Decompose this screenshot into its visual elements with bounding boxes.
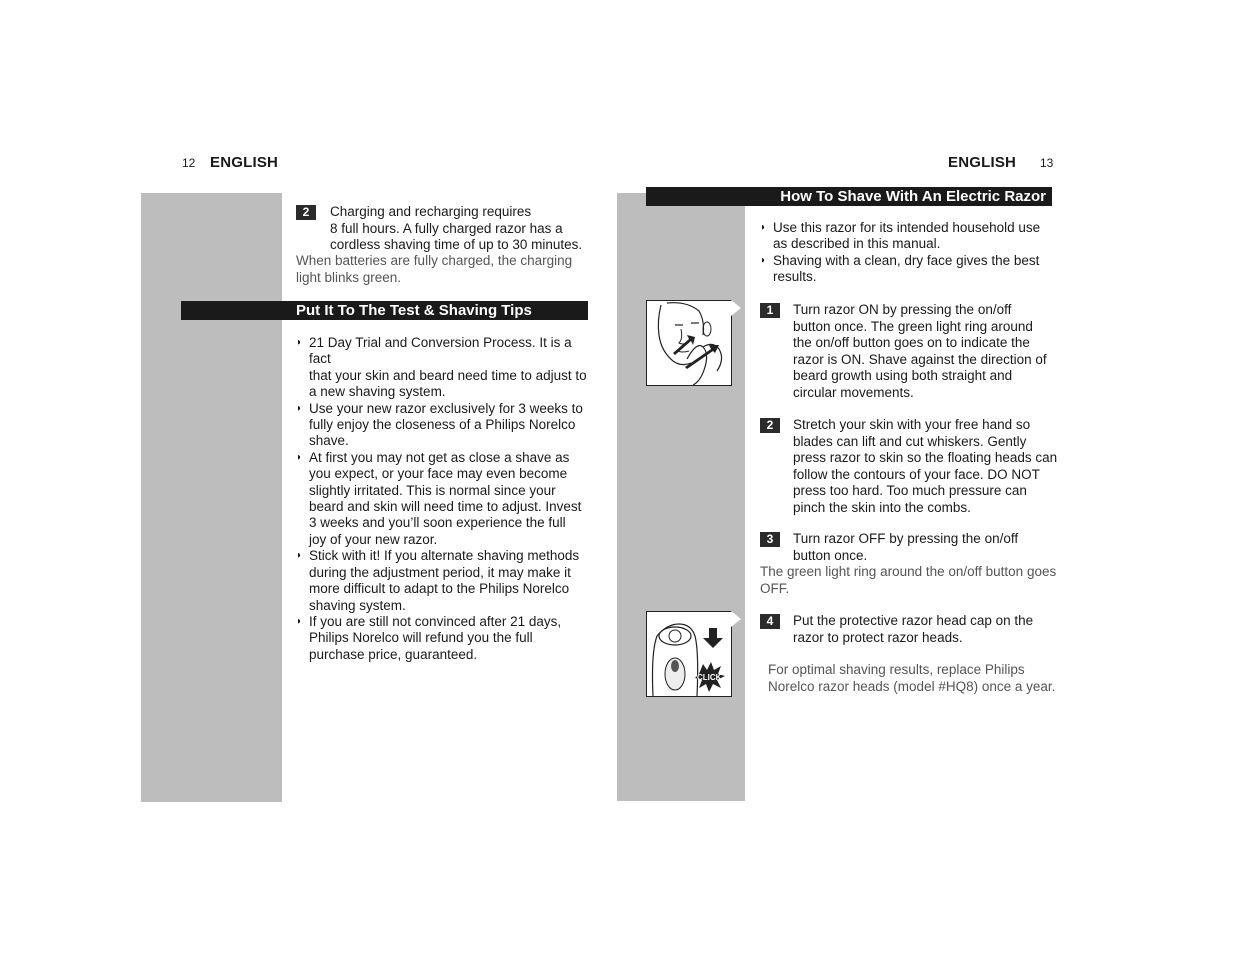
list-item: ◗ At first you may not get as close a shave as you expect, or your face may even become slightly irritated. This is normal since your beard and skin will need time to adjust. Invest 3 weeks and you’ll soon experience the full joy of your new razor. [296,450,596,548]
section-header-how-to-shave [646,187,1052,206]
list-item: ◗ 21 Day Trial and Conversion Process. It is a fact that your skin and beard need time to adjust to a new shaving system. [296,335,596,401]
step-2-text: Stretch your skin with your free hand so blades can lift and cut whiskers. Gently press razor to skin so the floating heads can follow the contours of your face. DO NOT press too hard. Too much pressure can pinch the skin into the combs. [793,417,1058,515]
list-item: ◗ If you are still not convinced after 21 days, Philips Norelco will refund you the full purchase price, guaranteed. [296,614,596,663]
charging-note: When batteries are fully charged, the charging light blinks green. [296,253,573,285]
list-item: ◗ Stick with it! If you alternate shaving methods during the adjustment period, it may make it more difficult to adapt to the Philips Norelco shaving system. [296,548,596,614]
right-page-language: ENGLISH [948,154,1017,171]
step-4-text: Put the protective razor head cap on the razor to protect razor heads. [793,613,1034,645]
list-item: ◗ Use this razor for its intended household use as described in this manual. [760,220,1060,253]
illustration-pointer [731,300,741,316]
step-1-text: Turn razor ON by pressing the on/off button once. The green light ring around the on/off button goes on to indicate the razor is ON. Shave against the direction of beard growth using both straight and circular movements. [793,302,1047,400]
tips-list [296,335,596,663]
section-title: Put It To The Test & Shaving Tips [296,302,532,319]
charging-step-text: Charging and recharging requires 8 full hours. A fully charged razor has a cordless shaving time of up to 30 minutes. [330,204,583,252]
section-header-shaving-tips [181,301,588,320]
section-title: How To Shave With An Electric Razor [780,188,1046,205]
list-item: ◗ Shaving with a clean, dry face gives the best results. [760,253,1060,286]
intro-list [760,220,1060,286]
step-3-note: The green light ring around the on/off button goes OFF. [760,564,1057,596]
step-3-text: Turn razor OFF by pressing the on/off button once. [793,531,1019,563]
illustration-pointer [731,611,741,627]
razor-cap-icon [647,612,731,696]
left-page-number: 12 [182,156,196,170]
razor-cap-illustration [646,611,732,697]
left-margin-bar [141,193,282,802]
right-page-number: 13 [1040,156,1054,170]
left-page-language: ENGLISH [210,154,279,171]
step-number-badge: 4 [760,614,780,629]
step-number-badge: 2 [296,205,316,220]
final-note: For optimal shaving results, replace Philips Norelco razor heads (model #HQ8) once a year. [768,662,1056,694]
click-label: CLICK [697,673,722,682]
step-number-badge: 1 [760,303,780,318]
step-number-badge: 3 [760,532,780,547]
step-number-badge: 2 [760,418,780,433]
right-margin-bar [617,193,745,801]
face-illustration-icon [647,301,731,385]
list-item: ◗ Use your new razor exclusively for 3 weeks to fully enjoy the closeness of a Philips Norelco shave. [296,401,596,450]
shaving-face-illustration [646,300,732,386]
